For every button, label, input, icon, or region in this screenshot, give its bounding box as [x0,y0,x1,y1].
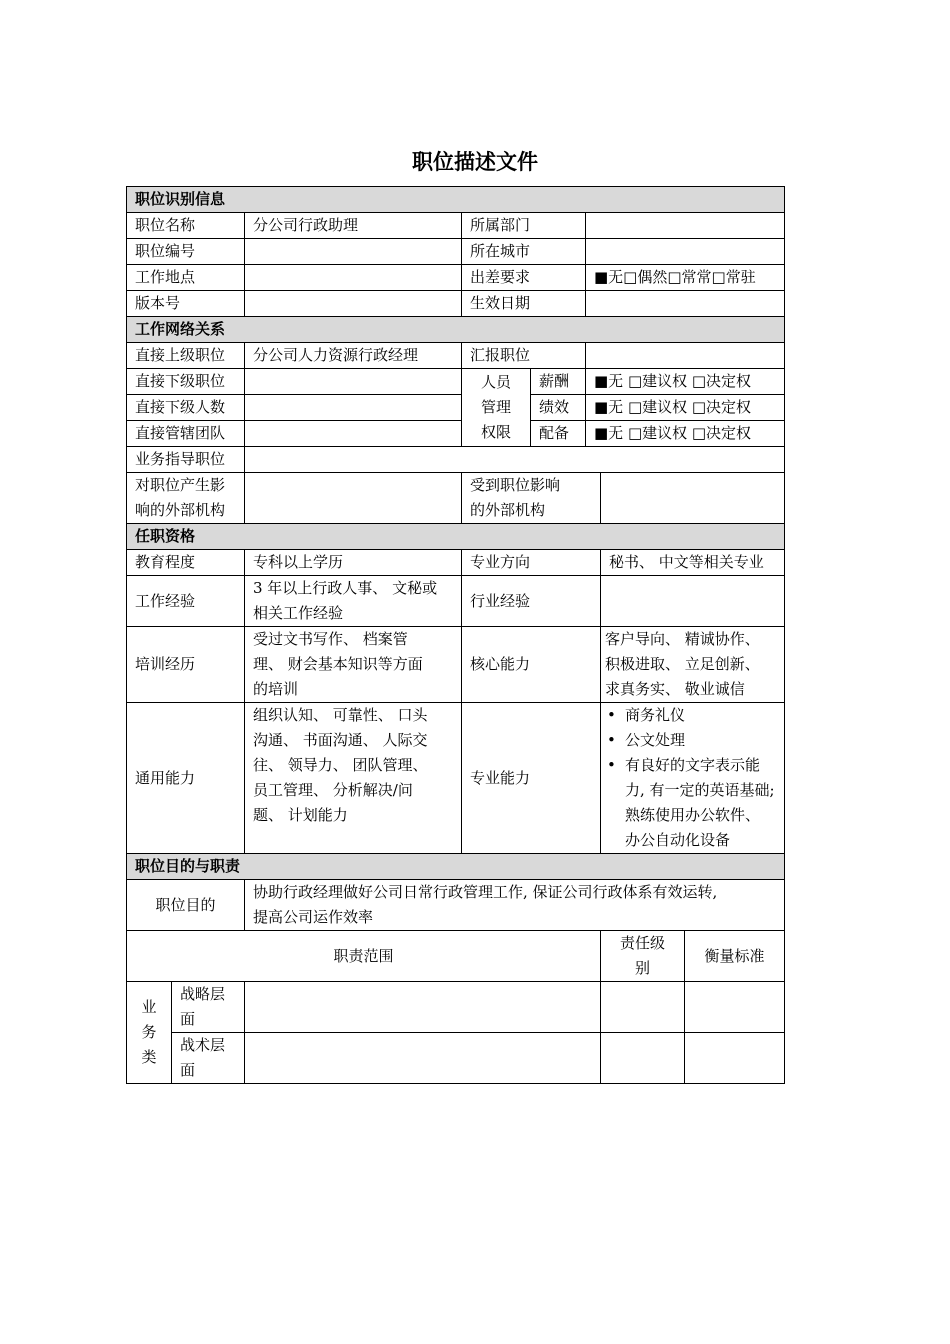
label-line: 战术层 [180,1036,226,1054]
document-title: 职位描述文件 [412,150,538,174]
label-effective-date: 生效日期 [462,291,586,317]
header-line: 别 [634,959,650,977]
label-industry-experience: 行业经验 [462,576,601,627]
text-line: 组织认知、 可靠性、 口头 [253,706,428,724]
text-line: 提高公司运作效率 [253,908,374,926]
value-tactical-scope[interactable] [245,1033,601,1084]
value-position-name[interactable]: 分公司行政助理 [245,213,462,239]
label-travel: 出差要求 [462,265,586,291]
value-business-guidance[interactable] [245,447,785,473]
authority-label-line: 人员 [480,373,511,391]
value-authority-staffing[interactable]: ■无 □建议权 □决定权 [586,421,785,447]
label-direct-team: 直接管辖团队 [127,421,245,447]
category-char: 业 [141,998,157,1016]
text-line: 题、 计划能力 [253,806,348,824]
label-authority-performance: 绩效 [531,395,586,421]
section-qualification: 任职资格 [127,524,785,550]
text-line: 沟通、 书面沟通、 人际交 [253,731,428,749]
value-core-competence[interactable] [601,627,785,703]
label-major: 专业方向 [462,550,601,576]
text-line: 理、 财会基本知识等方面 [253,655,423,673]
value-strategic-measure[interactable] [685,982,785,1033]
header-duty-scope: 职责范围 [127,931,601,982]
authority-label-line: 权限 [480,423,511,441]
value-training[interactable] [245,627,462,703]
text-line: 积极进取、 立足创新、 [605,655,760,673]
value-direct-subordinate[interactable] [245,369,462,395]
text-line: 往、 领导力、 团队管理、 [253,756,428,774]
label-authority-salary: 薪酬 [531,369,586,395]
label-version: 版本号 [127,291,245,317]
category-char: 务 [141,1023,157,1041]
item-text: 办公自动化设备 [625,831,731,849]
value-work-location[interactable] [245,265,462,291]
value-authority-performance[interactable]: ■无 □建议权 □决定权 [586,395,785,421]
label-education: 教育程度 [127,550,245,576]
label-training: 培训经历 [127,627,245,703]
value-direct-superior[interactable]: 分公司人力资源行政经理 [245,343,462,369]
label-line: 对职位产生影 [135,476,226,494]
bullet-icon: • [607,731,616,749]
value-tactical-measure[interactable] [685,1033,785,1084]
text-line: 员工管理、 分析解决/问 [253,781,413,799]
value-influence-external[interactable] [245,473,462,524]
label-core-competence: 核心能力 [462,627,601,703]
label-tactical-level [172,1033,245,1084]
text-line: 受过文书写作、 档案管 [253,630,408,648]
value-education[interactable]: 专科以上学历 [245,550,462,576]
label-direct-subordinate: 直接下级职位 [127,369,245,395]
label-direct-superior: 直接上级职位 [127,343,245,369]
label-line: 面 [180,1061,196,1079]
section-identify: 职位识别信息 [127,187,785,213]
label-general-competence: 通用能力 [127,703,245,854]
value-report-to[interactable] [586,343,785,369]
list-item [605,753,776,853]
job-description-table [126,186,785,1084]
value-department[interactable] [586,213,785,239]
label-professional-competence: 专业能力 [462,703,601,854]
item-text: 公文处理 [625,731,686,749]
text-line: 协助行政经理做好公司日常行政管理工作, 保证公司行政体系有效运转, [253,883,718,901]
label-line: 的外部机构 [470,501,546,519]
label-line: 面 [180,1010,196,1028]
value-industry-experience[interactable] [601,576,785,627]
value-position-code[interactable] [245,239,462,265]
list-item [605,728,776,753]
item-text: 力, 有一定的英语基础; [625,781,775,799]
professional-skill-list [605,703,776,853]
header-measure-standard: 衡量标准 [685,931,785,982]
text-line: 相关工作经验 [253,604,344,622]
value-travel-options[interactable]: ■无□偶然□常常□常驻 [586,265,785,291]
category-char: 类 [141,1048,157,1066]
authority-label-line: 管理 [480,398,511,416]
label-authority-staffing: 配备 [531,421,586,447]
label-influence-external [127,473,245,524]
value-authority-salary[interactable]: ■无 □建议权 □决定权 [586,369,785,395]
label-city: 所在城市 [462,239,586,265]
section-network: 工作网络关系 [127,317,785,343]
text-line: 3 年以上行政人事、 文秘或 [253,579,438,597]
value-direct-team[interactable] [245,421,462,447]
label-department: 所属部门 [462,213,586,239]
header-responsibility-level [601,931,685,982]
value-work-experience[interactable] [245,576,462,627]
value-city[interactable] [586,239,785,265]
label-subordinate-count: 直接下级人数 [127,395,245,421]
text-line: 客户导向、 精诚协作、 [605,630,760,648]
bullet-icon: • [607,706,616,724]
header-line: 责任级 [619,934,665,952]
text-line: 的培训 [253,680,299,698]
value-major[interactable]: 秘书、 中文等相关专业 [601,550,785,576]
label-line: 响的外部机构 [135,501,226,519]
value-version[interactable] [245,291,462,317]
value-professional-competence[interactable] [601,703,785,854]
list-item [605,703,776,728]
value-strategic-level[interactable] [601,982,685,1033]
item-text: 有良好的文字表示能 [625,756,761,774]
value-position-goal[interactable] [245,880,785,931]
label-line: 战略层 [180,985,226,1003]
value-strategic-scope[interactable] [245,982,601,1033]
value-effective-date[interactable] [586,291,785,317]
label-influenced-external [462,473,601,524]
label-report-to: 汇报职位 [462,343,586,369]
label-position-goal: 职位目的 [127,880,245,931]
label-strategic-level [172,982,245,1033]
label-business-guidance: 业务指导职位 [127,447,245,473]
item-text: 商务礼仪 [625,706,686,724]
value-tactical-level[interactable] [601,1033,685,1084]
section-purpose: 职位目的与职责 [127,854,785,880]
text-line: 求真务实、 敬业诚信 [605,680,745,698]
value-influenced-external[interactable] [601,473,785,524]
label-position-code: 职位编号 [127,239,245,265]
label-line: 受到职位影响 [470,476,561,494]
bullet-icon: • [607,756,616,774]
value-subordinate-count[interactable] [245,395,462,421]
label-personnel-authority [462,369,531,447]
label-business-category [127,982,172,1084]
label-work-experience: 工作经验 [127,576,245,627]
value-general-competence[interactable] [245,703,462,854]
label-position-name: 职位名称 [127,213,245,239]
label-work-location: 工作地点 [127,265,245,291]
item-text: 熟练使用办公软件、 [625,806,761,824]
